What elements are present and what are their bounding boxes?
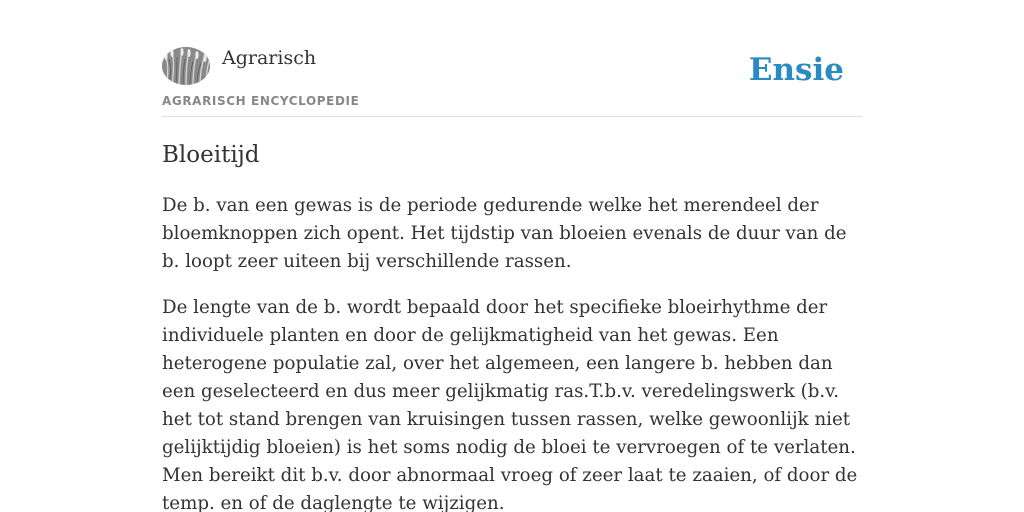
article-title: Bloeitijd <box>162 142 260 168</box>
source-name[interactable]: Agrarisch <box>222 47 317 69</box>
source-subtitle: AGRARISCH ENCYCLOPEDIE <box>162 94 360 108</box>
article-body <box>162 192 862 512</box>
article-paragraph: De b. van een gewas is de periode gedurende welke het merendeel der bloemknoppen zich opent. Het tijdstip van bloeien evenals de duur van de b. loopt zeer uiteen bij verschillende rassen. <box>162 195 847 272</box>
wheat-field-icon[interactable] <box>162 47 210 85</box>
brand-logo[interactable]: Ensie <box>748 52 844 88</box>
article-paragraph: De lengte van de b. wordt bepaald door het specifieke bloeirhythme der individuele planten en door de gelijkmatigheid van het gewas. Een heterogene populatie zal, over het algemeen, een langere b. hebben dan een geselecteerd en dus meer gelijkmatig ras.T.b.v. veredelingswerk (b.v. het tot stand brengen van kruisingen tussen rassen, welke gewoonlijk niet gelijktijdig bloeien) is het soms nodig de bloei te vervroegen of te verlaten. Men bereikt dit b.v. door abnormaal vroeg of zeer laat te zaaien, of door de temp. en of de daglengte te wijzigen. <box>162 297 858 512</box>
header <box>162 44 862 117</box>
